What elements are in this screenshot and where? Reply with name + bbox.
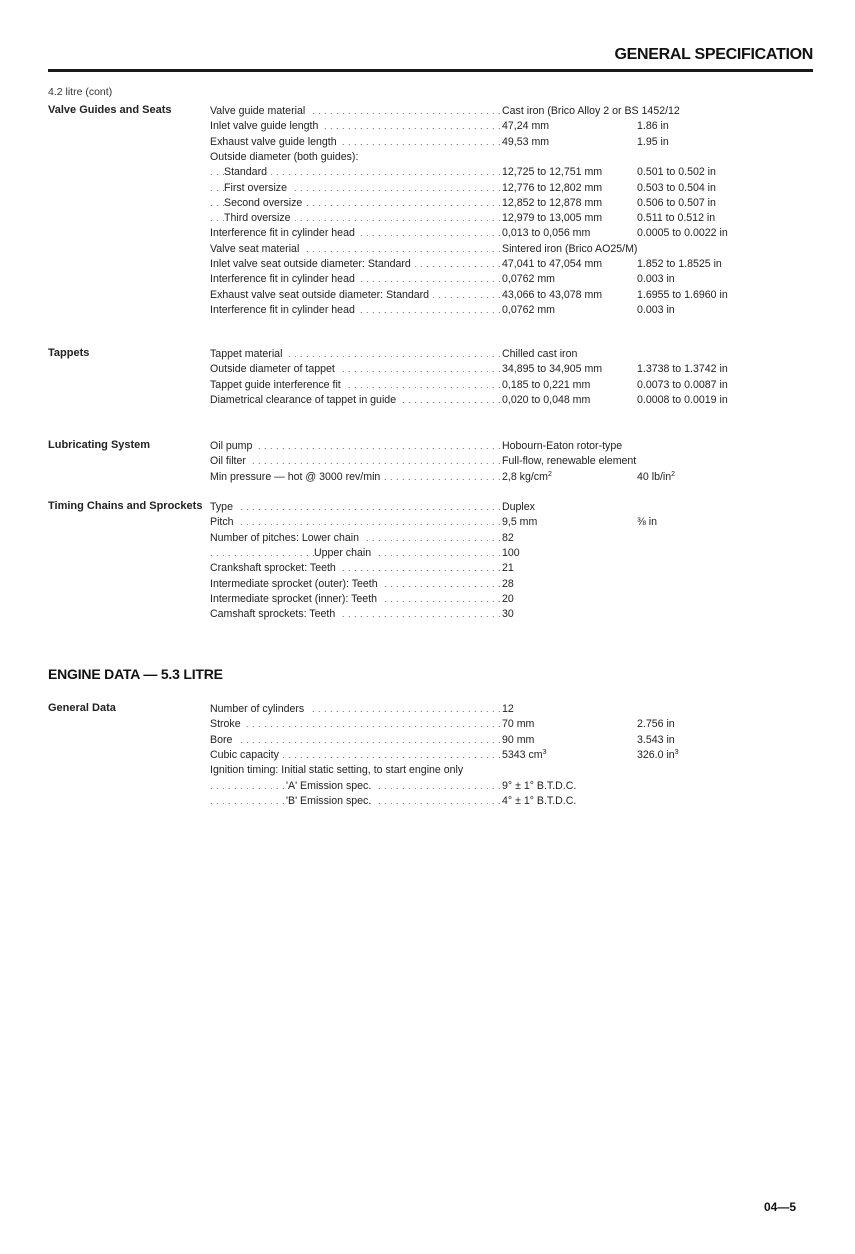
spec-description xyxy=(210,500,500,515)
spec-description xyxy=(210,531,500,546)
metric-text: Duplex xyxy=(502,501,535,513)
spec-description xyxy=(210,454,500,469)
spec-metric-value xyxy=(502,794,576,809)
metric-text: 0,185 to 0,221 mm xyxy=(502,378,591,391)
spec-metric-value xyxy=(502,242,637,257)
spec-description-text: Oil filter xyxy=(210,455,250,467)
metric-text: 0,020 to 0,048 mm xyxy=(502,393,591,406)
spec-metric-value xyxy=(502,439,622,454)
spec-imperial-value xyxy=(637,378,728,393)
spec-row xyxy=(48,531,813,546)
spec-imperial-value xyxy=(637,165,716,180)
spec-imperial-value xyxy=(637,515,657,530)
metric-text: 100 xyxy=(502,546,520,559)
spec-metric-value xyxy=(502,779,576,794)
spec-row xyxy=(48,347,813,362)
spec-imperial-value xyxy=(637,257,722,272)
spec-description-text: Standard xyxy=(224,166,271,178)
spec-row xyxy=(48,779,813,794)
spec-description xyxy=(210,470,500,485)
metric-text: 12,852 to 12,878 mm xyxy=(502,196,603,209)
spec-metric-value xyxy=(502,196,602,211)
imperial-text: 1.86 in xyxy=(637,120,669,133)
spec-metric-value xyxy=(502,288,602,303)
spec-imperial-value xyxy=(637,211,715,226)
imperial-text: 0.0005 to 0.0022 in xyxy=(637,227,728,240)
spec-metric-value xyxy=(502,607,514,622)
section-label: Valve Guides and Seats xyxy=(48,104,172,116)
spec-metric-value xyxy=(502,531,514,546)
spec-description xyxy=(210,748,500,763)
spec-row xyxy=(48,717,813,732)
metric-text: 12,725 to 12,751 mm xyxy=(502,166,603,179)
spec-row xyxy=(48,257,813,272)
spec-metric-value xyxy=(502,226,590,241)
spec-imperial-value xyxy=(637,733,675,748)
metric-text: 28 xyxy=(502,577,514,590)
imperial-text: 3.543 in xyxy=(637,733,675,746)
imperial-text: 0.0073 to 0.0087 in xyxy=(637,378,728,391)
spec-description xyxy=(210,288,500,303)
metric-text: Full-flow, renewable element xyxy=(502,455,637,468)
imperial-text: 0.503 to 0.504 in xyxy=(637,181,716,194)
spec-description-text: Pitch xyxy=(210,516,238,528)
spec-row xyxy=(48,577,813,592)
metric-text: Sintered iron (Brico AO25/M) xyxy=(502,242,638,255)
spec-row xyxy=(48,272,813,287)
spec-description xyxy=(210,211,500,226)
spec-description-text: Diametrical clearance of tappet in guide xyxy=(210,394,400,406)
spec-description-text: Valve guide material xyxy=(210,105,309,117)
spec-description-text: Interference fit in cylinder head xyxy=(210,273,359,285)
metric-text: 90 mm xyxy=(502,733,535,746)
spec-description-text: Bore xyxy=(210,734,236,746)
spec-metric-value xyxy=(502,748,547,763)
spec-description-text: Oil pump xyxy=(210,440,256,452)
spec-description-text: Outside diameter of tappet xyxy=(210,363,339,375)
spec-metric-value xyxy=(502,454,636,469)
spec-description-text: Number of pitches: Lower chain xyxy=(210,532,363,544)
spec-description-text: Crankshaft sprocket: Teeth xyxy=(210,562,340,574)
spec-description xyxy=(210,546,500,561)
spec-metric-value xyxy=(502,577,514,592)
imperial-text: 0.003 in xyxy=(637,273,675,286)
spec-description-text: Cubic capacity xyxy=(210,749,283,761)
spec-description xyxy=(210,119,500,134)
spec-imperial-value xyxy=(637,748,679,763)
metric-text: 0,0762 mm xyxy=(502,273,555,286)
spec-row xyxy=(48,439,813,454)
spec-description-text: Tappet guide interference fit xyxy=(210,379,345,391)
spec-description-text: Interference fit in cylinder head xyxy=(210,304,359,316)
spec-metric-value xyxy=(502,717,534,732)
metric-text: 82 xyxy=(502,531,514,544)
spec-imperial-value xyxy=(637,196,716,211)
spec-metric-value xyxy=(502,393,590,408)
spec-description xyxy=(210,702,500,717)
metric-text: 70 mm xyxy=(502,718,535,731)
imperial-text: ⅜ in xyxy=(637,516,658,529)
metric-text: 2,8 kg/cm xyxy=(502,470,548,483)
spec-metric-value xyxy=(502,470,552,485)
spec-row xyxy=(48,702,813,717)
metric-text: 30 xyxy=(502,608,514,621)
spec-metric-value xyxy=(502,303,555,318)
spec-row xyxy=(48,150,813,165)
page-title: GENERAL SPECIFICATION xyxy=(614,46,813,63)
spec-description-text: Upper chain xyxy=(314,547,375,559)
spec-metric-value xyxy=(502,181,602,196)
metric-superscript: 3 xyxy=(542,748,547,756)
spec-description xyxy=(210,303,500,318)
spec-row xyxy=(48,226,813,241)
spec-description xyxy=(210,439,500,454)
page-number: 04—5 xyxy=(764,1200,797,1214)
spec-description xyxy=(210,794,500,809)
spec-row xyxy=(48,211,813,226)
spec-row xyxy=(48,362,813,377)
spec-row xyxy=(48,378,813,393)
spec-row xyxy=(48,135,813,150)
metric-text: 43,066 to 43,078 mm xyxy=(502,288,603,301)
spec-description xyxy=(210,779,500,794)
spec-description-text: Valve seat material xyxy=(210,243,303,255)
spec-description xyxy=(210,763,500,778)
spec-metric-value xyxy=(502,592,514,607)
spec-metric-value xyxy=(502,378,590,393)
spec-description-text: First oversize xyxy=(224,182,291,194)
spec-metric-value xyxy=(502,362,602,377)
spec-description xyxy=(210,607,500,622)
spec-metric-value xyxy=(502,500,535,515)
spec-imperial-value xyxy=(637,362,728,377)
spec-imperial-value xyxy=(637,272,675,287)
spec-row xyxy=(48,196,813,211)
metric-text: 49,53 mm xyxy=(502,135,550,148)
spec-description xyxy=(210,150,500,165)
spec-description-text: Intermediate sprocket (inner): Teeth xyxy=(210,593,381,605)
spec-description-text: Tappet material xyxy=(210,348,286,360)
header-rule xyxy=(48,69,813,72)
imperial-text: 1.3738 to 1.3742 in xyxy=(637,363,728,376)
spec-row xyxy=(48,288,813,303)
spec-imperial-value xyxy=(637,181,716,196)
metric-text: Chilled cast iron xyxy=(502,348,578,360)
metric-text: 34,895 to 34,905 mm xyxy=(502,363,603,376)
spec-row xyxy=(48,733,813,748)
spec-description-text: Number of cylinders xyxy=(210,703,308,715)
spec-description xyxy=(210,181,500,196)
spec-description-text: Outside diameter (both guides): xyxy=(210,151,362,163)
spec-description-text: Third oversize xyxy=(224,212,295,224)
spec-description-text: Ignition timing: Initial static setting, to start engine only xyxy=(210,764,467,776)
spec-description-text: Camshaft sprockets: Teeth xyxy=(210,608,339,620)
metric-superscript: 2 xyxy=(547,470,552,478)
spec-description-text: Exhaust valve seat outside diameter: Standard xyxy=(210,289,433,301)
metric-text: 47,041 to 47,054 mm xyxy=(502,258,603,270)
spec-description-text: 'B' Emission spec. xyxy=(286,795,375,807)
spec-description xyxy=(210,717,500,732)
imperial-text: 0.506 to 0.507 in xyxy=(637,196,716,209)
spec-description xyxy=(210,104,500,119)
spec-description-text: Intermediate sprocket (outer): Teeth xyxy=(210,578,382,590)
spec-metric-value xyxy=(502,702,514,717)
spec-description xyxy=(210,226,500,241)
spec-row xyxy=(48,515,813,530)
imperial-text: 0.0008 to 0.0019 in xyxy=(637,393,728,406)
imperial-text: 0.511 to 0.512 in xyxy=(637,212,716,225)
spec-description-text: Min pressure — hot @ 3000 rev/min xyxy=(210,471,384,483)
spec-metric-value xyxy=(502,272,555,287)
imperial-text: 1.6955 to 1.6960 in xyxy=(637,288,728,301)
metric-text: 21 xyxy=(502,562,514,575)
imperial-text: 0.501 to 0.502 in xyxy=(637,166,716,179)
spec-description-text: Exhaust valve guide length xyxy=(210,136,341,148)
spec-row xyxy=(48,165,813,180)
spec-imperial-value xyxy=(637,717,675,732)
imperial-superscript: 3 xyxy=(674,748,679,756)
continued-label: 4.2 litre (cont) xyxy=(48,86,113,98)
spec-description xyxy=(210,577,500,592)
metric-text: 47,24 mm xyxy=(502,120,550,133)
spec-row xyxy=(48,181,813,196)
spec-description xyxy=(210,592,500,607)
spec-imperial-value xyxy=(637,303,675,318)
spec-description xyxy=(210,347,500,362)
spec-metric-value xyxy=(502,135,549,150)
spec-description xyxy=(210,362,500,377)
spec-description-text: Type xyxy=(210,501,237,513)
spec-row xyxy=(48,592,813,607)
spec-row xyxy=(48,393,813,408)
spec-description xyxy=(210,378,500,393)
spec-description xyxy=(210,242,500,257)
metric-text: 12,776 to 12,802 mm xyxy=(502,181,603,194)
spec-row xyxy=(48,454,813,469)
spec-imperial-value xyxy=(637,226,728,241)
metric-text: 12 xyxy=(502,703,514,715)
spec-row xyxy=(48,546,813,561)
spec-row xyxy=(48,794,813,809)
spec-description-text: Interference fit in cylinder head xyxy=(210,227,359,239)
metric-text: 12,979 to 13,005 mm xyxy=(502,212,603,225)
metric-text: Cast iron (Brico Alloy 2 or BS 1452/12 xyxy=(502,105,680,117)
metric-text: 5343 cm xyxy=(502,748,543,761)
spec-row xyxy=(48,242,813,257)
spec-metric-value xyxy=(502,546,520,561)
spec-metric-value xyxy=(502,211,602,226)
metric-text: 9° ± 1° B.T.D.C. xyxy=(502,779,577,792)
spec-description-text: Second oversize xyxy=(224,197,306,209)
spec-metric-value xyxy=(502,347,577,362)
spec-imperial-value xyxy=(637,135,669,150)
metric-text: 0,0762 mm xyxy=(502,303,555,316)
spec-description xyxy=(210,135,500,150)
spec-row xyxy=(48,607,813,622)
spec-row xyxy=(48,104,813,119)
spec-description xyxy=(210,515,500,530)
metric-text: 20 xyxy=(502,592,514,605)
imperial-text: 326.0 in xyxy=(637,748,675,761)
imperial-text: 1.852 to 1.8525 in xyxy=(637,258,722,270)
imperial-text: 40 lb/in xyxy=(637,470,672,483)
spec-description-text: Stroke xyxy=(210,718,245,730)
imperial-text: 0.003 in xyxy=(637,303,675,316)
spec-metric-value xyxy=(502,165,602,180)
section-label: Timing Chains and Sprockets xyxy=(48,500,203,512)
engine-data-heading: ENGINE DATA — 5.3 LITRE xyxy=(48,666,223,682)
spec-description xyxy=(210,165,500,180)
spec-row xyxy=(48,763,813,778)
spec-imperial-value xyxy=(637,470,675,485)
metric-text: 9,5 mm xyxy=(502,516,538,529)
imperial-text: 1.95 in xyxy=(637,135,669,148)
spec-row xyxy=(48,500,813,515)
spec-metric-value xyxy=(502,733,534,748)
spec-description xyxy=(210,272,500,287)
spec-imperial-value xyxy=(637,393,728,408)
imperial-superscript: 2 xyxy=(671,470,676,478)
spec-metric-value xyxy=(502,515,537,530)
metric-text: 4° ± 1° B.T.D.C. xyxy=(502,794,577,807)
metric-text: 0,013 to 0,056 mm xyxy=(502,227,591,240)
spec-row xyxy=(48,470,813,485)
spec-description xyxy=(210,733,500,748)
spec-imperial-value xyxy=(637,288,728,303)
spec-description-text: Inlet valve seat outside diameter: Standard xyxy=(210,258,415,270)
spec-description xyxy=(210,196,500,211)
spec-description xyxy=(210,393,500,408)
imperial-text: 2.756 in xyxy=(637,718,675,731)
section-label: Tappets xyxy=(48,347,90,359)
section-label: General Data xyxy=(48,702,116,714)
spec-imperial-value xyxy=(637,119,669,134)
spec-description xyxy=(210,257,500,272)
spec-description xyxy=(210,561,500,576)
spec-row xyxy=(48,119,813,134)
spec-description-text: Inlet valve guide length xyxy=(210,120,322,132)
section-label: Lubricating System xyxy=(48,439,151,451)
spec-description-text: 'A' Emission spec. xyxy=(286,780,375,792)
spec-row xyxy=(48,748,813,763)
spec-metric-value xyxy=(502,104,680,119)
spec-metric-value xyxy=(502,257,602,272)
spec-row xyxy=(48,303,813,318)
metric-text: Hobourn-Eaton rotor-type xyxy=(502,440,623,452)
spec-row xyxy=(48,561,813,576)
spec-metric-value xyxy=(502,119,549,134)
spec-metric-value xyxy=(502,561,514,576)
